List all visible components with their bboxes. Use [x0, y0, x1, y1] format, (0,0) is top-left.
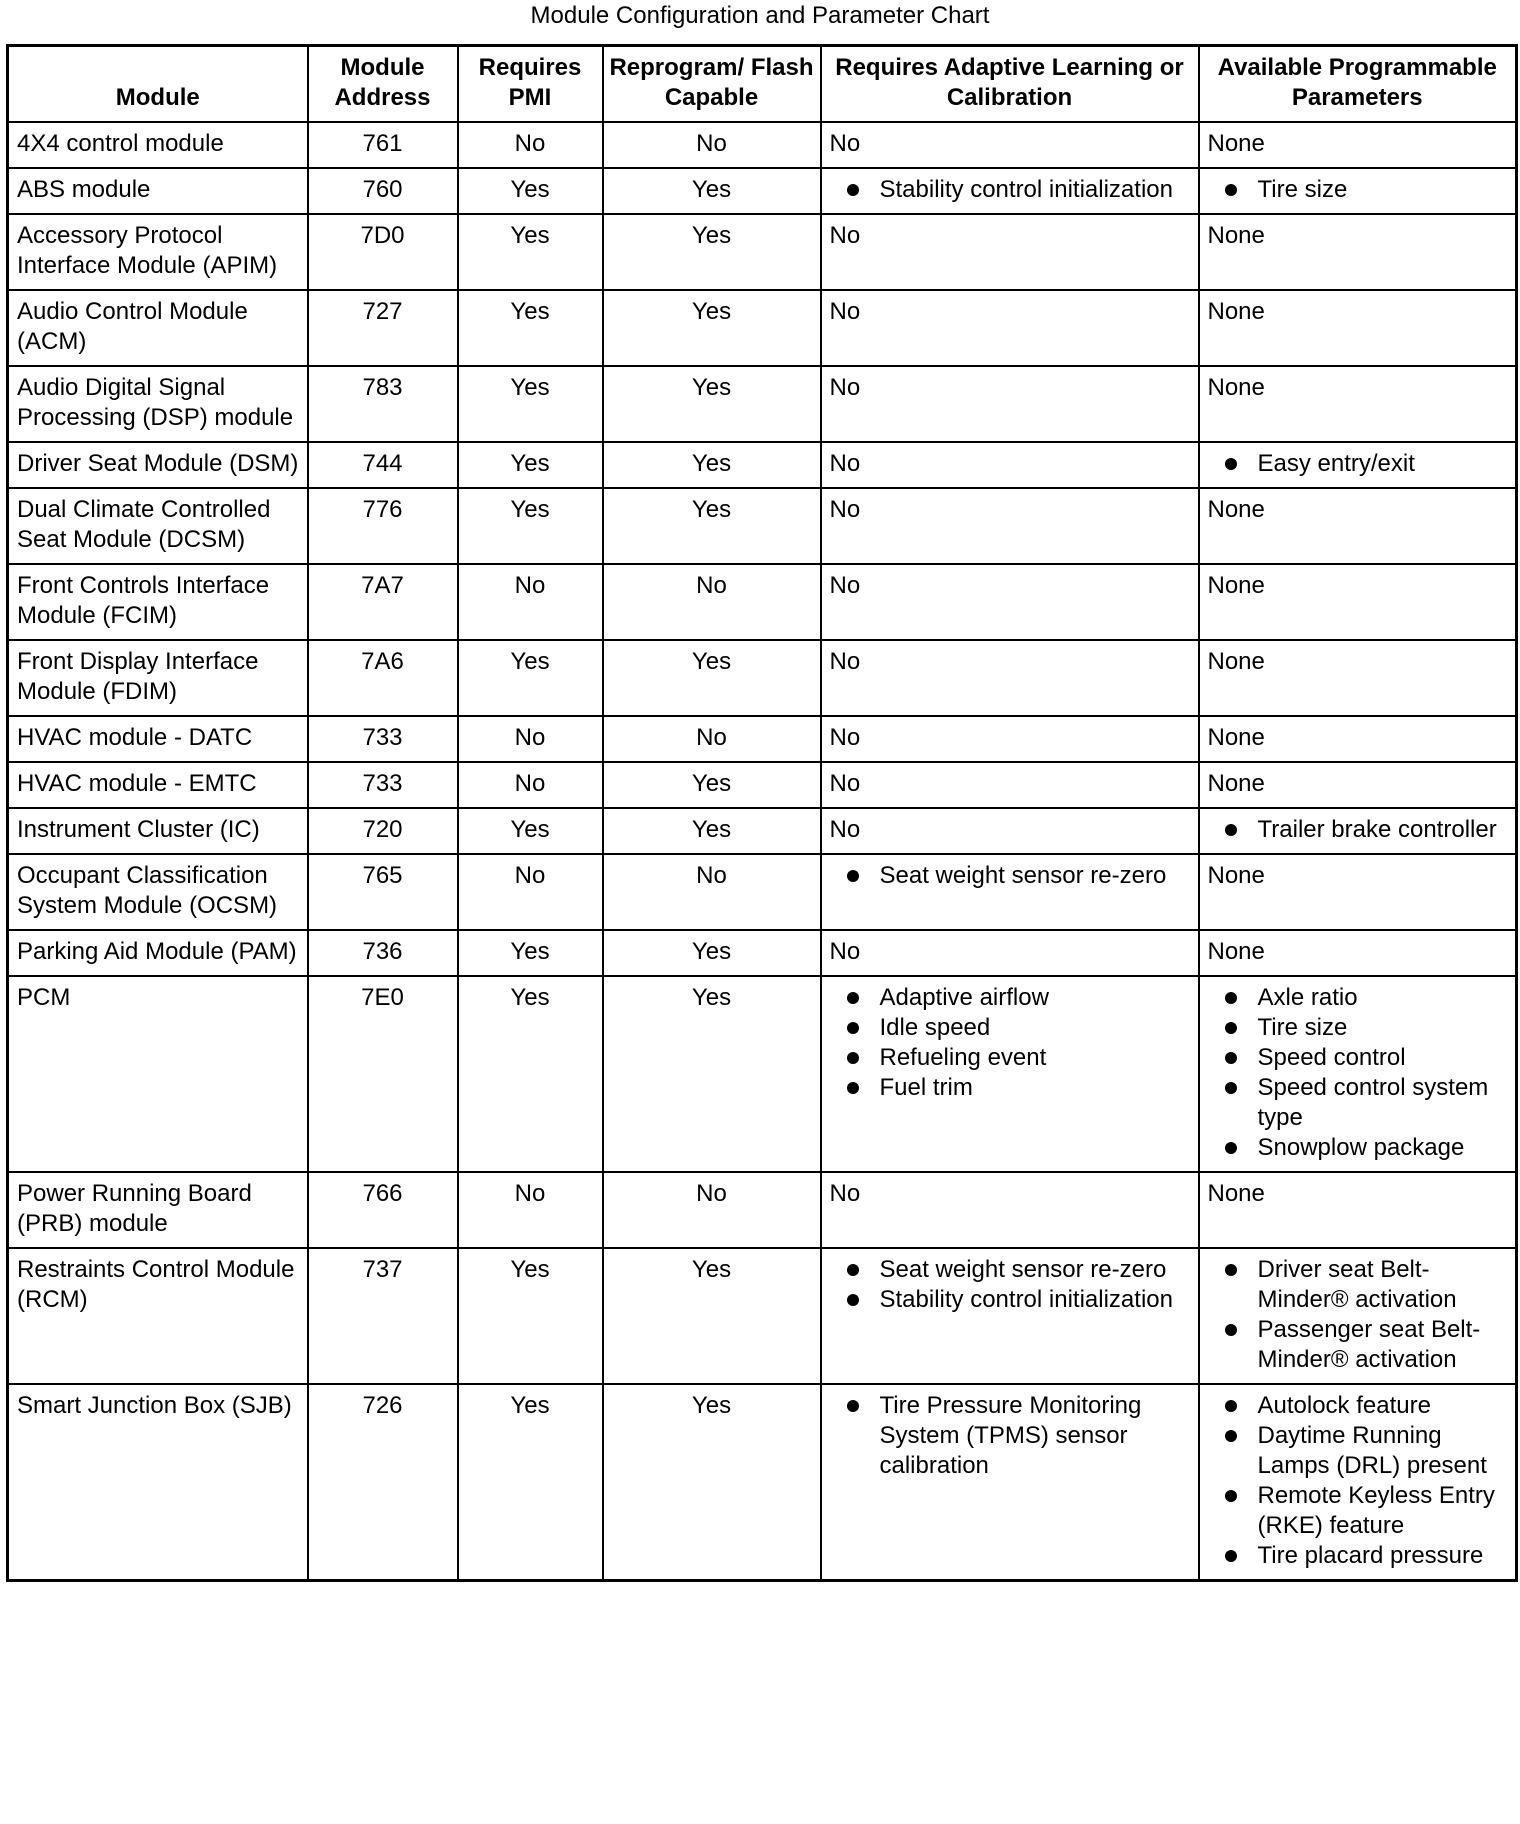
cell-flash-capable: Yes: [603, 366, 821, 442]
cell-programmable-parameters-list: [1208, 983, 1508, 1163]
cell-module-address: 760: [308, 168, 458, 214]
bullet-item: Idle speed: [830, 1013, 1190, 1043]
table-row: [8, 214, 1517, 290]
cell-module: HVAC module - DATC: [8, 716, 308, 762]
cell-requires-pmi: Yes: [458, 442, 603, 488]
cell-module-address: 726: [308, 1384, 458, 1581]
cell-module-address: 7A6: [308, 640, 458, 716]
cell-module-address: 776: [308, 488, 458, 564]
cell-programmable-parameters: None: [1199, 488, 1517, 564]
cell-module-address: 761: [308, 122, 458, 168]
bullet-item: Trailer brake controller: [1208, 815, 1508, 845]
cell-programmable-parameters: None: [1199, 762, 1517, 808]
cell-module: Instrument Cluster (IC): [8, 808, 308, 854]
cell-flash-capable: Yes: [603, 290, 821, 366]
cell-requires-pmi: Yes: [458, 1384, 603, 1581]
cell-adaptive-learning: [821, 168, 1199, 214]
cell-flash-capable: Yes: [603, 808, 821, 854]
cell-module-address: 733: [308, 762, 458, 808]
cell-adaptive-learning: [821, 1384, 1199, 1581]
cell-module: HVAC module - EMTC: [8, 762, 308, 808]
cell-module-address: 766: [308, 1172, 458, 1248]
cell-programmable-parameters: [1199, 1384, 1517, 1581]
cell-requires-pmi: No: [458, 564, 603, 640]
cell-module: Smart Junction Box (SJB): [8, 1384, 308, 1581]
bullet-item: Daytime Running Lamps (DRL) present: [1208, 1421, 1508, 1481]
cell-programmable-parameters: None: [1199, 1172, 1517, 1248]
cell-adaptive-learning-list: [830, 1391, 1190, 1481]
cell-module-address: 720: [308, 808, 458, 854]
header-row: [8, 46, 1517, 123]
cell-adaptive-learning: No: [821, 366, 1199, 442]
cell-programmable-parameters: [1199, 1248, 1517, 1384]
bullet-item: Fuel trim: [830, 1073, 1190, 1103]
cell-module-address: 7A7: [308, 564, 458, 640]
cell-flash-capable: No: [603, 564, 821, 640]
table-row: [8, 290, 1517, 366]
table-row: [8, 1172, 1517, 1248]
table-row: [8, 442, 1517, 488]
cell-module: Front Display Interface Module (FDIM): [8, 640, 308, 716]
cell-flash-capable: No: [603, 716, 821, 762]
cell-programmable-parameters: None: [1199, 930, 1517, 976]
table-row: [8, 808, 1517, 854]
cell-requires-pmi: Yes: [458, 640, 603, 716]
bullet-item: Tire size: [1208, 175, 1508, 205]
cell-programmable-parameters: [1199, 976, 1517, 1172]
cell-flash-capable: No: [603, 122, 821, 168]
cell-programmable-parameters-list: [1208, 175, 1508, 205]
bullet-item: Easy entry/exit: [1208, 449, 1508, 479]
cell-module: Audio Digital Signal Processing (DSP) module: [8, 366, 308, 442]
cell-module: Parking Aid Module (PAM): [8, 930, 308, 976]
cell-flash-capable: Yes: [603, 976, 821, 1172]
cell-requires-pmi: Yes: [458, 214, 603, 290]
cell-requires-pmi: No: [458, 1172, 603, 1248]
bullet-item: Tire placard pressure: [1208, 1541, 1508, 1571]
cell-adaptive-learning: [821, 1248, 1199, 1384]
cell-programmable-parameters: [1199, 442, 1517, 488]
cell-programmable-parameters: None: [1199, 716, 1517, 762]
cell-module-address: 783: [308, 366, 458, 442]
cell-requires-pmi: Yes: [458, 290, 603, 366]
cell-module: Front Controls Interface Module (FCIM): [8, 564, 308, 640]
bullet-item: Speed control system type: [1208, 1073, 1508, 1133]
cell-programmable-parameters: [1199, 808, 1517, 854]
cell-adaptive-learning: No: [821, 716, 1199, 762]
cell-programmable-parameters-list: [1208, 815, 1508, 845]
cell-flash-capable: Yes: [603, 1384, 821, 1581]
cell-adaptive-learning: No: [821, 640, 1199, 716]
cell-requires-pmi: No: [458, 762, 603, 808]
cell-adaptive-learning: No: [821, 442, 1199, 488]
cell-flash-capable: Yes: [603, 640, 821, 716]
cell-programmable-parameters-list: [1208, 1255, 1508, 1375]
cell-module-address: 733: [308, 716, 458, 762]
cell-programmable-parameters: None: [1199, 640, 1517, 716]
cell-adaptive-learning: No: [821, 122, 1199, 168]
bullet-item: Axle ratio: [1208, 983, 1508, 1013]
header-requires-pmi: Requires PMI: [458, 46, 603, 123]
cell-module: Driver Seat Module (DSM): [8, 442, 308, 488]
cell-adaptive-learning: No: [821, 214, 1199, 290]
cell-requires-pmi: Yes: [458, 930, 603, 976]
cell-adaptive-learning: No: [821, 930, 1199, 976]
bullet-item: Autolock feature: [1208, 1391, 1508, 1421]
cell-adaptive-learning-list: [830, 983, 1190, 1103]
cell-module: Audio Control Module (ACM): [8, 290, 308, 366]
bullet-item: Driver seat Belt-Minder® activation: [1208, 1255, 1508, 1315]
table-row: [8, 854, 1517, 930]
table-row: [8, 1384, 1517, 1581]
cell-programmable-parameters: None: [1199, 366, 1517, 442]
cell-module-address: 736: [308, 930, 458, 976]
cell-programmable-parameters: None: [1199, 854, 1517, 930]
cell-programmable-parameters: None: [1199, 214, 1517, 290]
table-row: [8, 762, 1517, 808]
cell-requires-pmi: Yes: [458, 488, 603, 564]
cell-module-address: 765: [308, 854, 458, 930]
bullet-item: Tire size: [1208, 1013, 1508, 1043]
table-row: [8, 1248, 1517, 1384]
bullet-item: Stability control initialization: [830, 1285, 1190, 1315]
cell-module: Accessory Protocol Interface Module (APIM): [8, 214, 308, 290]
table-row: [8, 122, 1517, 168]
bullet-item: Passenger seat Belt-Minder® activation: [1208, 1315, 1508, 1375]
bullet-item: Seat weight sensor re-zero: [830, 1255, 1190, 1285]
bullet-item: Snowplow package: [1208, 1133, 1508, 1163]
cell-flash-capable: Yes: [603, 930, 821, 976]
cell-adaptive-learning: No: [821, 762, 1199, 808]
cell-flash-capable: No: [603, 854, 821, 930]
cell-module-address: 7E0: [308, 976, 458, 1172]
cell-adaptive-learning: No: [821, 564, 1199, 640]
bullet-item: Stability control initialization: [830, 175, 1190, 205]
cell-adaptive-learning-list: [830, 861, 1190, 891]
cell-flash-capable: Yes: [603, 168, 821, 214]
cell-flash-capable: Yes: [603, 762, 821, 808]
cell-module: Occupant Classification System Module (OCSM): [8, 854, 308, 930]
header-module-address: Module Address: [308, 46, 458, 123]
bullet-item: Remote Keyless Entry (RKE) feature: [1208, 1481, 1508, 1541]
cell-adaptive-learning-list: [830, 1255, 1190, 1315]
cell-requires-pmi: Yes: [458, 808, 603, 854]
cell-module: Restraints Control Module (RCM): [8, 1248, 308, 1384]
header-reprogram-flash: Reprogram/ Flash Capable: [603, 46, 821, 123]
cell-module: 4X4 control module: [8, 122, 308, 168]
cell-programmable-parameters-list: [1208, 1391, 1508, 1571]
cell-adaptive-learning: No: [821, 290, 1199, 366]
cell-programmable-parameters: None: [1199, 122, 1517, 168]
cell-adaptive-learning: No: [821, 1172, 1199, 1248]
table-row: [8, 564, 1517, 640]
cell-adaptive-learning: No: [821, 808, 1199, 854]
cell-programmable-parameters: [1199, 168, 1517, 214]
bullet-item: Refueling event: [830, 1043, 1190, 1073]
cell-module-address: 744: [308, 442, 458, 488]
cell-requires-pmi: No: [458, 122, 603, 168]
bullet-item: Adaptive airflow: [830, 983, 1190, 1013]
table-row: [8, 488, 1517, 564]
table-body: [8, 122, 1517, 1581]
module-configuration-table: [6, 44, 1518, 1582]
cell-module-address: 737: [308, 1248, 458, 1384]
cell-programmable-parameters-list: [1208, 449, 1508, 479]
cell-flash-capable: No: [603, 1172, 821, 1248]
cell-module-address: 7D0: [308, 214, 458, 290]
table-row: [8, 366, 1517, 442]
cell-adaptive-learning-list: [830, 175, 1190, 205]
cell-requires-pmi: Yes: [458, 168, 603, 214]
cell-module: Power Running Board (PRB) module: [8, 1172, 308, 1248]
cell-module: PCM: [8, 976, 308, 1172]
header-module: Module: [8, 46, 308, 123]
bullet-item: Tire Pressure Monitoring System (TPMS) sensor calibration: [830, 1391, 1190, 1481]
cell-adaptive-learning: No: [821, 488, 1199, 564]
cell-module: Dual Climate Controlled Seat Module (DCSM): [8, 488, 308, 564]
cell-requires-pmi: Yes: [458, 1248, 603, 1384]
chart-title: Module Configuration and Parameter Chart: [530, 2, 990, 29]
table-row: [8, 640, 1517, 716]
cell-module: ABS module: [8, 168, 308, 214]
cell-flash-capable: Yes: [603, 1248, 821, 1384]
table-row: [8, 716, 1517, 762]
cell-programmable-parameters: None: [1199, 290, 1517, 366]
table-row: [8, 930, 1517, 976]
table-row: [8, 168, 1517, 214]
cell-requires-pmi: No: [458, 716, 603, 762]
cell-adaptive-learning: [821, 854, 1199, 930]
cell-requires-pmi: No: [458, 854, 603, 930]
cell-module-address: 727: [308, 290, 458, 366]
cell-requires-pmi: Yes: [458, 976, 603, 1172]
cell-flash-capable: Yes: [603, 214, 821, 290]
cell-adaptive-learning: [821, 976, 1199, 1172]
bullet-item: Speed control: [1208, 1043, 1508, 1073]
header-adaptive-learning: Requires Adaptive Learning or Calibration: [821, 46, 1199, 123]
bullet-item: Seat weight sensor re-zero: [830, 861, 1190, 891]
table-row: [8, 976, 1517, 1172]
cell-programmable-parameters: None: [1199, 564, 1517, 640]
cell-flash-capable: Yes: [603, 488, 821, 564]
header-programmable-parameters: Available Programmable Parameters: [1199, 46, 1517, 123]
cell-flash-capable: Yes: [603, 442, 821, 488]
cell-requires-pmi: Yes: [458, 366, 603, 442]
